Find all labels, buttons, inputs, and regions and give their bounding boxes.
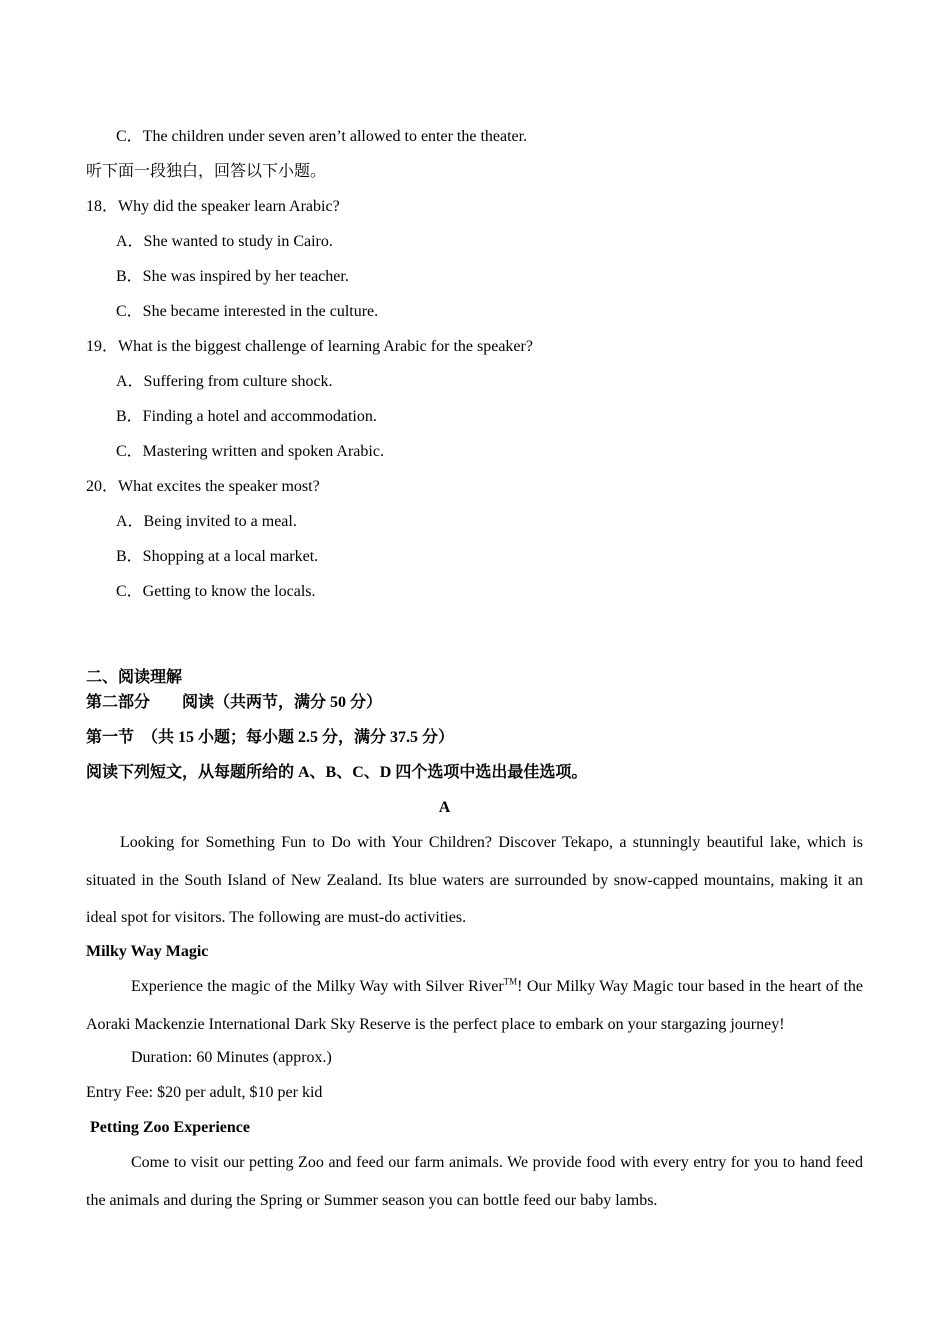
passage-intro [86, 824, 863, 937]
milky-way-text-before-tm: Experience the magic of the Milky Way with Silver River [131, 978, 504, 995]
question-20-option-b: B．Shopping at a local market. [116, 548, 319, 565]
petting-zoo-text: Come to visit our petting Zoo and feed our farm animals. We provide food with every entry for you to hand feed the animals and during the Spring or Summer season you can bottle feed our baby lambs. [86, 1154, 863, 1209]
question-19-option-b: B．Finding a hotel and accommodation. [116, 408, 377, 425]
question-18: 18．Why did the speaker learn Arabic? [86, 198, 340, 215]
passage-intro-text: Looking for Something Fun to Do with Your Children? Discover Tekapo, a stunningly beautiful lake, which is situated in the South Island of New Zealand. Its blue waters are surrounded by snow-capped mountains, making it an ideal spot for visitors. The following are must-do activities. [86, 834, 863, 926]
option-c-prev-question: C．The children under seven aren’t allowed to enter the theater. [116, 128, 528, 145]
milky-way-text [86, 968, 863, 1043]
monologue-instruction: 听下面一段独白，回答以下小题。 [86, 163, 327, 180]
part-heading: 第二部分 阅读（共两节，满分 50 分） [86, 694, 383, 711]
question-20: 20．What excites the speaker most? [86, 478, 320, 495]
question-19: 19．What is the biggest challenge of learning Arabic for the speaker? [86, 338, 533, 355]
question-18-option-a: A．She wanted to study in Cairo. [116, 233, 333, 250]
petting-zoo-paragraph [86, 1144, 863, 1219]
question-18-option-b: B．She was inspired by her teacher. [116, 268, 349, 285]
question-19-option-c: C．Mastering written and spoken Arabic. [116, 443, 384, 460]
question-20-option-c: C．Getting to know the locals. [116, 583, 316, 600]
milky-way-paragraph [86, 968, 863, 1043]
passage-label: A [438, 799, 451, 816]
section-heading: 二、阅读理解 [86, 669, 183, 686]
milky-way-duration: Duration: 60 Minutes (approx.) [131, 1049, 332, 1066]
milky-way-text-after-tm: ! Our Milky Way Magic tour based in the heart of the Aoraki Mackenzie International Dark Sky Reserve is the perfect place to embark on your stargazing journey! [86, 978, 863, 1033]
question-18-option-c: C．She became interested in the culture. [116, 303, 379, 320]
milky-way-fee: Entry Fee: $20 per adult, $10 per kid [86, 1084, 323, 1101]
milky-way-title: Milky Way Magic [86, 943, 209, 960]
reading-instruction: 阅读下列短文，从每题所给的 A、B、C、D 四个选项中选出最佳选项。 [86, 764, 588, 781]
subsection-heading: 第一节 （共 15 小题；每小题 2.5 分，满分 37.5 分） [86, 729, 455, 746]
trademark-mark: TM [503, 976, 518, 987]
petting-zoo-title: Petting Zoo Experience [90, 1119, 250, 1136]
question-20-option-a: A．Being invited to a meal. [116, 513, 297, 530]
question-19-option-a: A．Suffering from culture shock. [116, 373, 333, 390]
